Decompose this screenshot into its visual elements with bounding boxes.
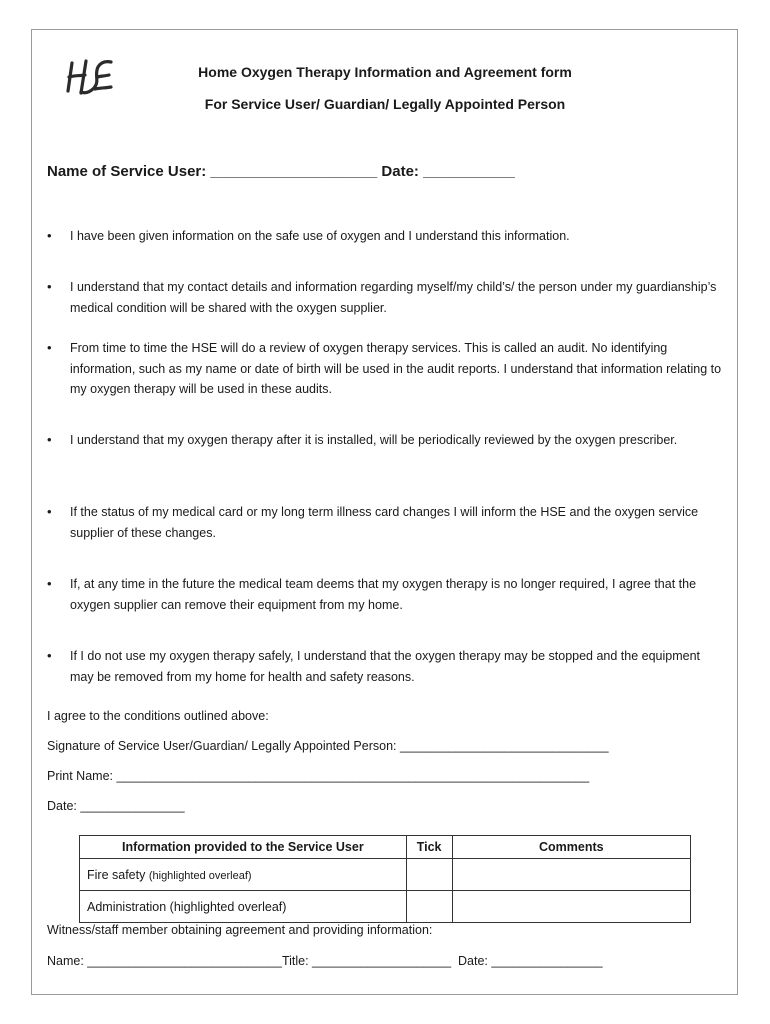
form-title: Home Oxygen Therapy Information and Agreement form	[198, 64, 572, 80]
print-name-line[interactable]: Print Name: ____________________________________________________________________	[47, 769, 590, 783]
tick-cell[interactable]	[406, 859, 452, 891]
bullet-icon: •	[47, 228, 52, 243]
service-user-name-date-line[interactable]: Name of Service User: ____________________ Date: ___________	[47, 163, 515, 180]
info-item-cell: Fire safety (highlighted overleaf)	[80, 859, 407, 891]
signature-line[interactable]: Signature of Service User/Guardian/ Legally Appointed Person: ______________________________	[47, 739, 609, 753]
agree-statement: I agree to the conditions outlined above:	[47, 709, 269, 723]
info-item-cell: Administration (highlighted overleaf)	[80, 891, 407, 923]
table-row	[80, 859, 691, 891]
bullet-icon: •	[47, 340, 52, 355]
bullet-icon: •	[47, 279, 52, 294]
table-row	[80, 891, 691, 923]
witness-name-title-date-line[interactable]: Name: ____________________________Title: ____________________ Date: ________________	[47, 954, 603, 968]
bullet-icon: •	[47, 648, 52, 663]
bullet-icon: •	[47, 504, 52, 519]
date-line[interactable]: Date: _______________	[47, 799, 185, 813]
bullet-icon: •	[47, 576, 52, 591]
tick-cell[interactable]	[406, 891, 452, 923]
table-header-row	[80, 836, 691, 859]
column-header: Comments	[452, 836, 690, 859]
column-header: Information provided to the Service User	[80, 836, 407, 859]
form-subtitle: For Service User/ Guardian/ Legally Appointed Person	[204, 96, 566, 112]
comments-cell[interactable]	[452, 891, 690, 923]
information-table	[79, 835, 691, 923]
bullet-icon: •	[47, 432, 52, 447]
witness-statement: Witness/staff member obtaining agreement and providing information:	[47, 923, 433, 937]
column-header: Tick	[406, 836, 452, 859]
comments-cell[interactable]	[452, 859, 690, 891]
